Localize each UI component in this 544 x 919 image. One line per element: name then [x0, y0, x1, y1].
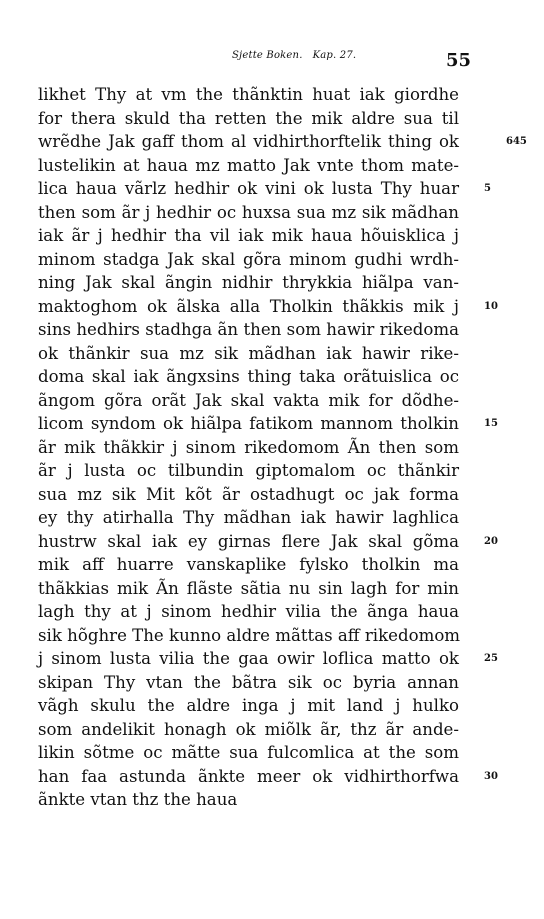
text-line: som andelikit honagh ok miõlk ãr, thz ãr ande- — [38, 719, 459, 739]
text-line: j sinom lusta vilia the gaa owir loflica matto ok — [38, 649, 459, 668]
margin-line-number: 5 — [484, 183, 491, 194]
chapter-label: Kap. 27. — [312, 50, 357, 61]
text-line: iak ãr j hedhir tha vil iak mik haua hõuisklica j — [38, 226, 459, 245]
margin-line-number: 645 — [506, 136, 527, 147]
text-line: thãkkias mik Ãn flãste sãtia nu sin lagh for min — [38, 578, 459, 598]
text-line: for thera skuld tha retten the mik aldre sua til — [38, 108, 459, 128]
text-line: ãnkte vtan thz the haua — [38, 790, 238, 809]
text-line: han faa astunda ãnkte meer ok vidhirthorfwa — [38, 766, 459, 786]
text-line: skipan Thy vtan the bãtra sik oc byria annan — [38, 672, 459, 692]
text-line: maktoghom ok ãlska alla Tholkin thãkkis mik j — [38, 296, 459, 316]
text-line: sins hedhirs stadhga ãn then som hawir rikedoma — [38, 320, 459, 339]
text-line: sik hõghre The kunno aldre mãttas aff rikedomom — [38, 625, 461, 645]
text-line: likhet Thy at vm the thãnktin huat iak giordhe — [38, 85, 459, 104]
text-line: likin sõtme oc mãtte sua fulcomlica at the som — [38, 743, 459, 762]
text-line: ok thãnkir sua mz sik mãdhan iak hawir rike- — [38, 343, 459, 363]
text-line: vãgh skulu the aldre inga j mit land j hulko — [38, 696, 459, 715]
text-line: lagh thy at j sinom hedhir vilia the ãnga haua — [38, 602, 459, 621]
margin-line-number: 20 — [484, 535, 498, 547]
text-line: ning Jak skal ãngin nidhir thrykkia hiãlpa van- — [38, 273, 459, 292]
text-line: mik aff huarre vanskaplike fylsko tholkin ma — [38, 555, 459, 574]
margin-line-number: 30 — [484, 770, 498, 782]
body-text — [38, 83, 459, 812]
text-line: lica haua vãrlz hedhir ok vini ok lusta Thy huar — [38, 179, 459, 198]
text-line: then som ãr j hedhir oc huxsa sua mz sik mãdhan — [38, 202, 459, 222]
text-line: wrẽdhe Jak gaff thom al vidhirthorftelik thing ok — [38, 132, 459, 151]
text-line: ãngom gõra orãt Jak skal vakta mik for dõdhe- — [38, 390, 459, 410]
page-number: 55 — [446, 50, 472, 71]
text-line: sua mz sik Mit kõt ãr ostadhugt oc jak forma — [38, 484, 459, 504]
margin-line-number: 15 — [484, 418, 498, 429]
text-line: ey thy atirhalla Thy mãdhan iak hawir laghlica — [38, 508, 459, 527]
text-line: licom syndom ok hiãlpa fatikom mannom tholkin — [38, 414, 459, 433]
text-line: doma skal iak ãngxsins thing taka orãtuislica oc — [38, 367, 459, 386]
running-title: Sjette Boken. — [232, 50, 303, 61]
text-line: ãr mik thãkkir j sinom rikedomom Ãn then som — [38, 437, 459, 457]
text-line: lustelikin at haua mz matto Jak vnte thom mate- — [38, 155, 459, 175]
text-line: ãr j lusta oc tilbundin giptomalom oc thãnkir — [38, 461, 459, 480]
text-line: hustrw skal iak ey girnas flere Jak skal gõma — [38, 531, 459, 551]
margin-line-number: 25 — [484, 653, 498, 664]
margin-line-number: 10 — [484, 300, 498, 312]
running-header — [232, 50, 356, 61]
text-line: minom stadga Jak skal gõra minom gudhi wrdh- — [38, 249, 459, 269]
